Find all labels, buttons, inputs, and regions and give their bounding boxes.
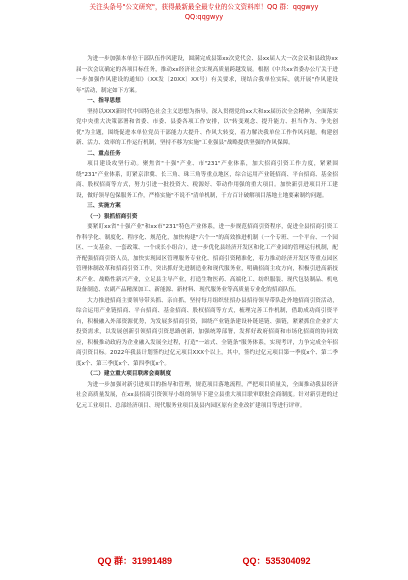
subheading-joint-review: （二）建立重大项目联席会商制度 (87, 371, 172, 377)
subheading-investment-attraction: （一）狠抓招商引资 (87, 213, 138, 220)
promo-banner-line-1: 关注头条号"公文研究"，获得最新最全最专业的公文资料库！QQ 群：qqgwyy (89, 3, 319, 11)
qq-number: QQ：535304092 (242, 556, 311, 566)
qq-group-number: QQ 群：31991489 (97, 556, 172, 566)
joint-review-paragraph: 为进一步加强对新引进项目的指导和管理，规范项目落地流程，严把项目质量关，全面推动我县经济社会高质量发展，在xx县招商引资领导小组的领导下建立县重大项目联审联批会商制度。针对新引进的过亿元工业项目、总部经济项目、现代服务业项目及县内园区原有企业改扩建项目等进行评审。 (76, 381, 338, 409)
intro-paragraph: 为进一步加强本单位干部队伍作风建设，圆满完成县第xx次党代会、县xx届人大一次会议和县政协xx届一次会议确定的各项目标任务，推动xx经济社会实现高质量跨越发展。根据《中共xx省委办公厅关于进一步加强作风建设的通知》（XX发〔20XX〕XX号）有关要求，现结合我单位实际，就开展"作风建设年"活动，制定如下方案。 (76, 56, 338, 94)
investment-paragraph-2: 大力推进招商主要领导带头抓、亲自抓，坚持每月组织驻招办县招待领导带队赴外地招商引资活动，综合运用产业链招商、平台招商、基金招商、股权招商等方式，梳理完善工作机制，借助成功商引资平台，积极融入外部资源优势，为发展多招商引资，围绕产业链条建设补链延链、强链，紧紧抓住企业扩大投资需求，以发展创新引领招商引资思路创新，加强统筹部署，发挥好政府招商和市场化招商的协同效应，积极推动政府为企业融入发展全过程，打造"一站式、全链条"服务体系，实现考评，力争完成全年招商引资目标。2022年我县计划签约过亿元项目XXX个以上，其中，签约过亿元项目第一季度x个、第二季度x个、第三季度x个、第四季度x个。 (76, 297, 338, 367)
contact-footer (0, 555, 408, 567)
section-heading-implementation: 三、实施方案 (87, 203, 121, 209)
key-tasks-paragraph: 项目建设攻坚行动。聚焦省"十强"产业、市"231"产业体系，加大招商引资工作力度，紧紧围绕"231"产业体系，盯紧京津冀、长三角、珠三角等重点地区，综合运用产业链招商、平台招商、基金招商、股权招商等方式，努力引进一批投资大、税源好、带动作用强的重大项目。加快新引进项目开工建设，做好领导包保服务工作，严格实施"不说不"清单机制，千方百计破解项目落地土地要素制约问题。 (76, 161, 338, 199)
section-heading-guiding-thought: 一、指导思想 (87, 98, 121, 104)
promo-banner-line-2: QQ:qqgwyy (184, 13, 224, 21)
guiding-thought-paragraph: 坚持以XXX新时代中国特色社会主义思想为指导，深入贯彻党的xx大和xx届历次全会精神，全面落实党中央重大决策部署和省委、市委、县委各项工作安排，以"转变观念、提升能力、担当作为、争先创优"为主题，围绕促进本单位党员干部能力大提升、作风大转变，着力解决我单位工作作风问题，构建创新、活力、效率的工作运行机制，坚持不移为实施"工业强县"战略提供坚强的作风保障。 (76, 108, 338, 146)
document-body (76, 54, 338, 411)
investment-paragraph-1: 要紧盯xx省"十强产业"和xx市"231"特色产业体系，进一步规范招商引资程序，促进全县招商引资工作科学化、制度化、程序化、规范化，加快构建"六个一"的高效推进机制（一个专班、一个平台、一个园区、一支基金、一套政策、一个成长小组合），进一步优化县经济开发区和化工产业园的管理运行机制，配齐配强招商引资人员，加快实现园区管理服务专业化、招商引资精准化，着力推动经济开发区等重点园区管理体制改革和招商引资工作，突出抓好先进制造业和现代服务业，明确招商主攻方向，积极引进高新技术产业、战略性新兴产业，立足县主导产业，打造生物医药、高端化工、纺织服装、现代包装制品、机电设备制造、农副产品精深加工、新能源、新材料、现代服务业等高质量专业化的招商队伍。 (76, 224, 338, 293)
section-heading-key-tasks: 二、重点任务 (87, 150, 121, 157)
promo-banner (0, 2, 408, 22)
